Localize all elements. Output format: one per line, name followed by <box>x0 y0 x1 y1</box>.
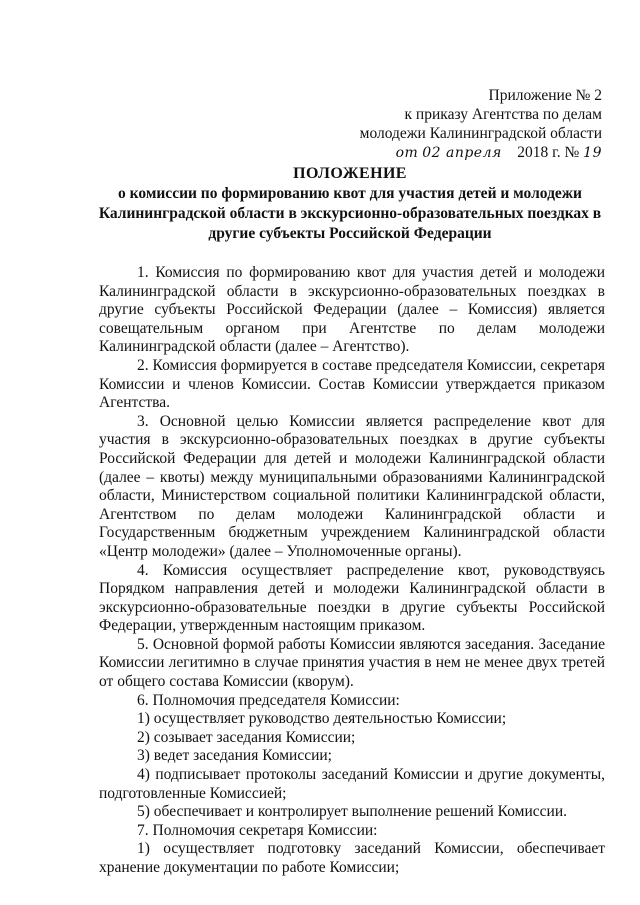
paragraph: 7. Полномочия секретаря Комиссии: <box>137 821 378 839</box>
paragraph: 1) осуществляет руководство деятельностью Комиссии; <box>137 710 507 728</box>
paragraph: 5) обеспечивает и контролирует выполнение решений Комиссии. <box>137 803 568 821</box>
appendix-header <box>330 86 602 163</box>
title-main: ПОЛОЖЕНИЕ <box>293 165 407 182</box>
document-body <box>99 264 605 878</box>
appendix-order-ref: к приказу Агентства по делам <box>404 106 602 123</box>
paragraph: 1. Комиссия по формированию квот для участия детей и молодежи Калининградской области в экскурсионно-образовательных поездках в другие субъекты Российской Федерации (далее – Комиссия) является совещательным органом при Агентстве по делам молодежи Калининградской области (далее – Агентство). <box>99 264 605 356</box>
paragraph: 3) ведет заседания Комиссии; <box>137 747 332 765</box>
paragraph: 2) созывает заседания Комиссии; <box>137 728 356 746</box>
paragraph: 5. Основной формой работы Комиссии являются заседания. Заседание Комиссии легитимно в случае принятия участия в нем не менее двух третей от общего состава Комиссии (кворум). <box>99 635 605 691</box>
title-subtitle: о комиссии по формированию квот для участия детей и молодежи Калининградской области в экскурсионно-образовательных поездках в другие субъекты Российской Федерации <box>98 185 602 242</box>
paragraph: 1) осуществляет подготовку заседаний Комиссии, обеспечивает хранение документации по работе Комиссии; <box>99 840 605 876</box>
date-prefix: от <box>395 145 419 161</box>
appendix-number: Приложение № 2 <box>488 87 602 104</box>
paragraph: 6. Полномочия председателя Комиссии: <box>137 691 400 709</box>
paragraph: 4. Комиссия осуществляет распределение квот, руководствуясь Порядком направления детей и молодежи Калининградской области в экскурсионно-образовательные поездки в другие субъекты Российской Федерации, утвержденным настоящим приказом. <box>99 561 605 635</box>
appendix-agency: молодежи Калининградской области <box>359 125 602 142</box>
date-year: 2018 г. № <box>517 144 580 161</box>
paragraph: 4) подписывает протоколы заседаний Комиссии и другие документы, подготовленные Комиссией; <box>99 766 605 802</box>
paragraph: 3. Основной целью Комиссии является распределение квот для участия в экскурсионно-образовательных поездках в другие субъекты Российской Федерации для детей и молодежи Калининградской области (далее – квоты) между муниципальными образованиями Калининградской области, Министерством социальной политики Калининградской области, Агентством по делам молодежи Калининградской области и Государственным бюджетным учреждением Калининградской области «Центр молодежи» (далее – Уполномоченные органы). <box>99 412 605 560</box>
document-title <box>90 164 610 244</box>
date-handwritten: 02 апреля <box>422 145 502 161</box>
order-number-handwritten: 19 <box>583 145 602 161</box>
appendix-date-line <box>330 143 602 163</box>
paragraph: 2. Комиссия формируется в составе председателя Комиссии, секретаря Комиссии и членов Комиссии. Состав Комиссии утверждается приказом Агентства. <box>99 356 605 412</box>
